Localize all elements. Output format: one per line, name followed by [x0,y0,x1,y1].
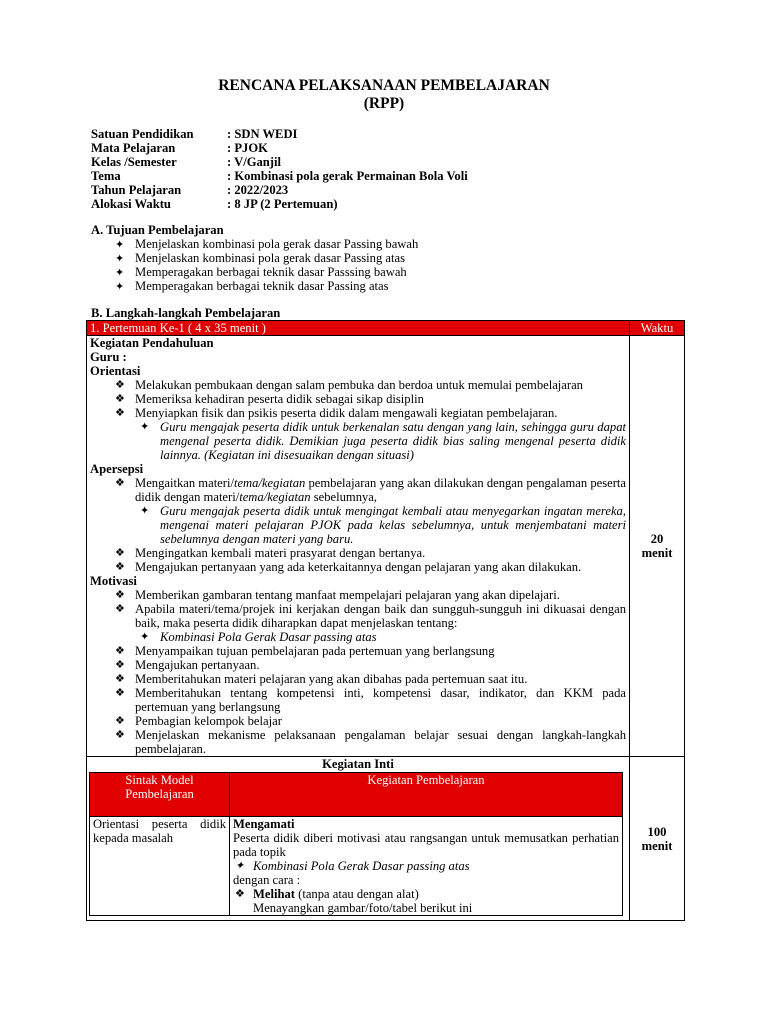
info-row [91,183,468,197]
info-value: : 2022/2023 [227,183,289,197]
objective-text: Memperagakan berbagai teknik dasar Passing atas [135,279,389,293]
diamond-bullet-icon: ❖ [115,659,125,671]
motivasi-heading: Motivasi [90,574,137,588]
inti-table [89,772,623,916]
time-unit: menit [641,838,673,853]
guru-label: Guru : [90,350,127,364]
list-item [90,546,626,560]
item-text: Memberitahukan tentang kompetensi inti, kompetensi dasar, indikator, dan KKM pada pertemuan yang berlangsung [135,686,626,714]
diamond-bullet-icon: ❖ [115,715,125,727]
info-value: : V/Ganjil [227,155,281,169]
diamond-bullet-icon: ❖ [115,687,125,699]
info-row [91,155,468,169]
info-row [91,127,468,141]
orientasi-heading: Orientasi [90,364,141,378]
list-item [90,728,626,756]
item-text-italic: tema/kegiatan [239,490,311,504]
info-label: Kelas /Semester [91,155,177,169]
item-text-italic: tema/kegiatan [233,476,306,490]
list-item [233,887,619,901]
apersepsi-heading: Apersepsi [90,462,144,476]
diamond-bullet-icon: ❖ [115,673,125,685]
table-row [90,817,623,916]
list-item [115,237,418,251]
list-item [90,644,626,658]
list-item [90,686,626,714]
item-text: Memberitahukan materi pelajaran yang akan dibahas pada pertemuan saat itu. [135,672,528,686]
item-text: Menjelaskan mekanisme pelaksanaan pengalaman belajar sesuai dengan langkah-langkah pembelajaran. [135,728,626,756]
time-value: 20 [650,532,664,546]
sub-item [233,859,619,873]
list-item [90,714,626,728]
dengan-cara-text: dengan cara : [233,873,301,887]
diamond-bullet-icon: ❖ [115,561,125,573]
info-value: : SDN WEDI [227,127,298,141]
item-text: Memeriksa kehadiran peserta didik sebagai sikap disiplin [135,392,424,406]
time-cell [630,757,685,921]
diamond-bullet-icon: ❖ [115,379,125,391]
table-header-row [87,321,685,336]
item-text-bold: Melihat [253,887,295,901]
item-text: (tanpa atau dengan alat) [294,887,419,901]
list-item [90,560,626,574]
info-label: Alokasi Waktu [91,197,171,211]
section-b-heading: B. Langkah-langkah Pembelajaran [91,306,281,320]
table-row [87,336,685,757]
list-item [90,672,626,686]
sub-item [90,630,626,644]
identity-block [91,127,468,211]
item-text: Menyampaikan tujuan pembelajaran pada pertemuan yang berlangsung [135,644,495,658]
pendahuluan-cell [87,336,630,757]
doc-title: RENCANA PELAKSANAAN PEMBELAJARAN [218,77,550,94]
item-text: pembelajaran yang akan dilakukan dengan pengalaman peserta didik dengan materi/ [135,476,626,504]
star-bullet-icon: ✦ [115,267,125,279]
star-bullet-icon: ✦ [115,239,125,251]
inti-header-row [90,773,623,817]
item-text: Menyiapkan fisik dan psikis peserta didik dalam mengawali kegiatan pembelajaran. [135,406,558,420]
sub-item [90,420,626,462]
time-unit: menit [641,546,673,560]
item-text: Mengajukan pertanyaan. [135,658,260,672]
mengamati-heading: Mengamati [233,817,295,831]
info-label: Mata Pelajaran [91,141,176,155]
objectives-list [115,237,418,293]
item-text: Kombinasi Pola Gerak Dasar passing atas [160,630,377,644]
sintak-cell: Orientasi peserta didik kepada masalah [90,817,230,916]
item-text: sebelumnya, [310,490,378,504]
info-row [91,197,468,211]
diamond-bullet-icon: ❖ [115,589,125,601]
info-row [91,141,468,155]
list-item [90,658,626,672]
item-text: Pembagian kelompok belajar [135,714,282,728]
star-bullet-icon: ✦ [115,253,125,265]
diamond-bullet-icon: ❖ [115,477,125,489]
item-text: Apabila materi/tema/projek ini kerjakan dengan baik dan sungguh-sungguh ini dikuasai dengan baik, maka peserta didik diharapkan dapat menjelaskan tentang: [135,602,626,630]
info-label: Tahun Pelajaran [91,183,182,197]
info-label: Satuan Pendidikan [91,127,194,141]
sintak-header [90,773,230,817]
info-value: : Kombinasi pola gerak Permainan Bola Voli [227,169,468,183]
list-item [90,378,626,392]
info-label: Tema [91,169,121,183]
time-cell [630,336,685,757]
objective-text: Memperagakan berbagai teknik dasar Passsing bawah [135,265,407,279]
star-bullet-icon: ✦ [140,505,150,517]
info-value: : PJOK [227,141,268,155]
time-value: 100 [647,824,667,839]
meeting-header: 1. Pertemuan Ke-1 ( 4 x 35 menit ) [87,321,630,336]
table-row [87,757,685,921]
diamond-bullet-icon: ❖ [235,888,245,900]
item-text: Guru mengajak peserta didik untuk berkenalan satu dengan yang lain, sehingga guru dapat mengenal peserta didik. Demikian juga peserta didik bias saling mengenal peserta didik lainnya. (Kegiatan ini disesuaikan dengan situasi) [160,420,626,462]
mengamati-text: Peserta didik diberi motivasi atau rangsangan untuk memusatkan perhatian pada topik [233,831,619,859]
list-item [90,602,626,630]
sintak-header-text: Sintak Model Pembelajaran [125,773,194,801]
list-item [90,476,626,504]
inti-cell [87,757,630,921]
diamond-bullet-icon: ❖ [115,393,125,405]
diamond-bullet-icon: ❖ [115,547,125,559]
sub-item [90,504,626,546]
inti-title: Kegiatan Inti [322,757,394,771]
star-bullet-icon: ✦ [140,631,150,643]
objective-text: Menjelaskan kombinasi pola gerak dasar Passing bawah [135,237,419,251]
list-item [90,392,626,406]
time-header: Waktu [630,321,685,336]
menayangkan-text: Menayangkan gambar/foto/tabel berikut ini [253,901,473,915]
kegiatan-cell [230,817,623,916]
diamond-bullet-icon: ❖ [115,603,125,615]
item-text: Mengajukan pertanyaan yang ada keterkaitannya dengan pelajaran yang akan dilakukan. [135,560,582,574]
diamond-bullet-icon: ❖ [115,729,125,741]
objective-text: Menjelaskan kombinasi pola gerak dasar Passing atas [135,251,405,265]
info-row [91,169,468,183]
info-value: : 8 JP (2 Pertemuan) [227,197,338,211]
star-bullet-icon: ✦ [140,421,150,433]
item-text: Memberikan gambaran tentang manfaat mempelajari pelajaran yang akan dipelajari. [135,588,560,602]
list-item [90,406,626,420]
item-text: Guru mengajak peserta didik untuk mengingat kembali atau menyegarkan ingatan mereka, mengenai materi pelajaran PJOK pada kelas sebelumnya, untuk menjembatani materi sebelumnya dengan materi yang baru. [160,504,626,546]
doc-subtitle: (RPP) [363,95,405,112]
item-text: Mengaitkan materi/ [135,476,234,490]
star-bullet-icon: ✦ [235,860,245,872]
list-item [90,588,626,602]
list-item [115,251,418,265]
kegiatan-header: Kegiatan Pembelajaran [230,773,623,817]
item-text: Kombinasi Pola Gerak Dasar passing atas [253,859,470,873]
item-text: Melakukan pembukaan dengan salam pembuka dan berdoa untuk memulai pembelajaran [135,378,583,392]
pendahuluan-title: Kegiatan Pendahuluan [90,336,214,350]
list-item [115,265,418,279]
diamond-bullet-icon: ❖ [115,645,125,657]
steps-table [86,320,685,921]
star-bullet-icon: ✦ [115,281,125,293]
list-item [115,279,418,293]
item-text: Mengingatkan kembali materi prasyarat dengan bertanya. [135,546,426,560]
section-a-heading: A. Tujuan Pembelajaran [91,223,224,237]
diamond-bullet-icon: ❖ [115,407,125,419]
